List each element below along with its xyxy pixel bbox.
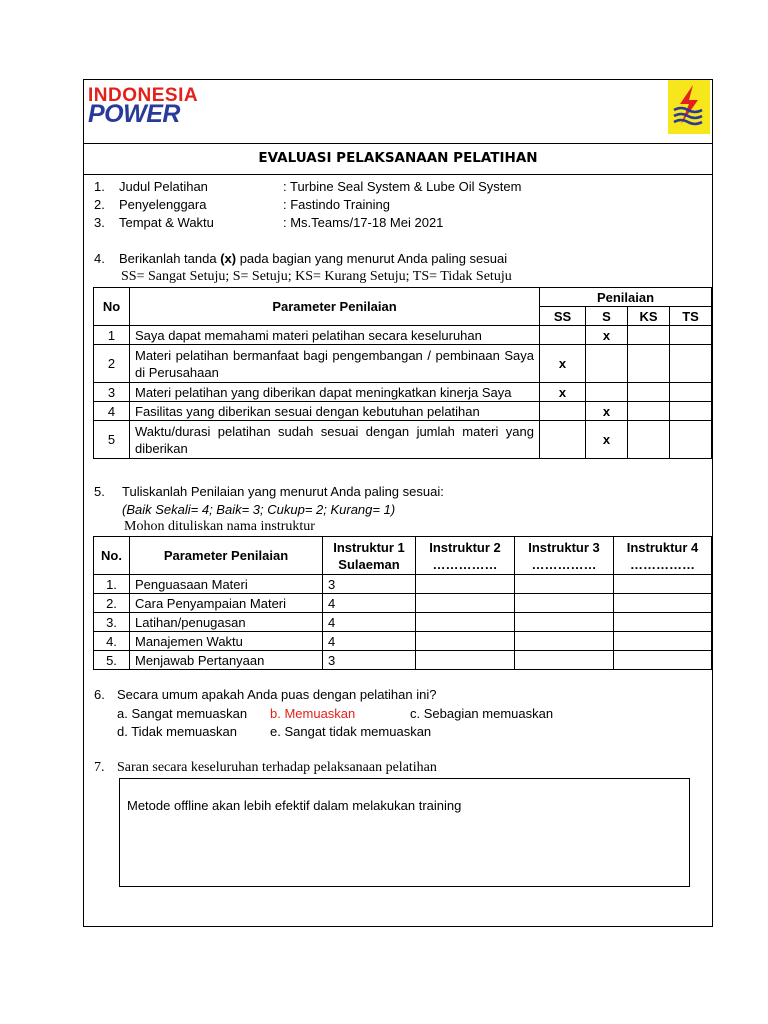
cell-instructor-1[interactable]: 3 [323,651,416,670]
row-no: 2. [94,594,130,613]
table-row [94,345,712,383]
cell-ks[interactable] [628,402,670,421]
row-no: 4. [94,632,130,651]
q5-text: Tuliskanlah Penilaian yang menurut Anda paling sesuai: [122,484,444,499]
cell-ks[interactable] [628,383,670,402]
cell-instructor-1[interactable]: 4 [323,594,416,613]
q7-text: Saran secara keseluruhan terhadap pelaksanaan pelatihan [117,760,437,775]
col-header-param: Parameter Penilaian [130,288,540,326]
row-text: Fasilitas yang diberikan sesuai dengan kebutuhan pelatihan [130,402,540,421]
cell-instructor-3[interactable] [515,632,614,651]
info-num-2: 2. [94,197,105,212]
cell-instructor-4[interactable] [614,613,712,632]
instructor-3-label: Instruktur 3 [528,539,600,555]
q6-number: 6. [94,687,105,702]
info-label-3: Tempat & Waktu [119,215,214,230]
cell-instructor-3[interactable] [515,613,614,632]
col-header-penilaian: Penilaian [540,288,712,307]
cell-ss[interactable] [540,421,586,459]
cell-instructor-3[interactable] [515,594,614,613]
logo-line-2: POWER [88,100,180,128]
table-row [94,613,712,632]
logo-line-1: INDONESIA [88,85,199,106]
suggestion-text: Metode offline akan lebih efektif dalam melakukan training [127,798,462,813]
row-text: Materi pelatihan bermanfaat bagi pengembangan / pembinaan Saya di Perusahaan [130,345,540,383]
info-value-2: : Fastindo Training [283,197,390,212]
row-no: 5 [94,421,130,459]
row-text: Saya dapat memahami materi pelatihan secara keseluruhan [130,326,540,345]
row-param: Cara Penyampaian Materi [130,594,323,613]
row-param: Menjawab Pertanyaan [130,651,323,670]
col-header-instructor-1 [323,537,416,575]
cell-ks[interactable] [628,326,670,345]
cell-ks[interactable] [628,345,670,383]
cell-ts[interactable] [670,402,712,421]
pln-lightning-logo-icon [668,80,710,134]
info-num-1: 1. [94,179,105,194]
cell-ss[interactable]: x [540,345,586,383]
q4-legend: SS= Sangat Setuju; S= Setuju; KS= Kurang Setuju; TS= Tidak Setuju [121,269,512,284]
col-header-s: S [586,307,628,326]
col-header-ss: SS [540,307,586,326]
col-header-no: No. [94,537,130,575]
cell-s[interactable]: x [586,402,628,421]
table-row [94,575,712,594]
row-no: 3 [94,383,130,402]
col-header-instructor-3 [515,537,614,575]
instructor-4-name: …………… [630,556,695,572]
form-title: EVALUASI PELAKSANAAN PELATIHAN [84,143,712,175]
instructor-3-name: …………… [531,556,597,572]
table-row [94,402,712,421]
cell-ss[interactable]: x [540,383,586,402]
cell-s[interactable] [586,345,628,383]
row-no: 5. [94,651,130,670]
cell-instructor-4[interactable] [614,575,712,594]
row-no: 4 [94,402,130,421]
col-header-instructor-2 [416,537,515,575]
cell-instructor-4[interactable] [614,594,712,613]
rating-table [93,287,712,459]
cell-instructor-2[interactable] [416,613,515,632]
instructor-table [93,536,712,670]
col-header-ts: TS [670,307,712,326]
indonesia-power-logo [88,86,198,127]
q5-scale: (Baik Sekali= 4; Baik= 3; Cukup= 2; Kurang= 1) [122,502,396,517]
row-no: 2 [94,345,130,383]
info-label-2: Penyelenggara [119,197,207,212]
q4-mark: (x) [220,251,237,266]
row-param: Penguasaan Materi [130,575,323,594]
table-row [94,651,712,670]
instructor-2-name: …………… [432,556,498,572]
row-text: Materi pelatihan yang diberikan dapat meningkatkan kinerja Saya [130,383,540,402]
q6-option-c[interactable]: c. Sebagian memuaskan [410,706,554,721]
info-num-3: 3. [94,215,105,230]
cell-instructor-1[interactable]: 4 [323,613,416,632]
cell-ts[interactable] [670,383,712,402]
row-param: Manajemen Waktu [130,632,323,651]
q6-option-d[interactable]: d. Tidak memuaskan [117,724,237,739]
q6-option-a[interactable]: a. Sangat memuaskan [117,706,248,721]
q6-option-b-selected[interactable]: b. Memuaskan [270,706,356,721]
table-row [94,421,712,459]
row-no: 1 [94,326,130,345]
cell-ss[interactable] [540,326,586,345]
cell-instructor-3[interactable] [515,575,614,594]
suggestion-box[interactable] [119,778,690,887]
cell-s[interactable]: x [586,421,628,459]
info-value-3: : Ms.Teams/17-18 Mei 2021 [283,215,444,230]
cell-ss[interactable] [540,402,586,421]
instructor-1-label: Instruktur 1 [333,539,405,555]
cell-instructor-2[interactable] [416,632,515,651]
form-header [84,80,712,144]
q7-number: 7. [94,760,105,775]
cell-s[interactable]: x [586,326,628,345]
cell-s[interactable] [586,383,628,402]
table-row [94,632,712,651]
cell-instructor-4[interactable] [614,651,712,670]
col-header-instructor-4 [614,537,712,575]
cell-instructor-3[interactable] [515,651,614,670]
cell-instructor-4[interactable] [614,632,712,651]
cell-ts[interactable] [670,421,712,459]
instructor-1-name: Sulaeman [338,556,400,572]
row-no: 1. [94,575,130,594]
q6-text: Secara umum apakah Anda puas dengan pelatihan ini? [117,687,437,702]
table-row [94,326,712,345]
q4-text-before: Berikanlah tanda [119,251,221,266]
cell-instructor-2[interactable] [416,594,515,613]
cell-instructor-1[interactable]: 4 [323,632,416,651]
q4-number: 4. [94,251,105,266]
col-header-no: No [94,288,130,326]
cell-ts[interactable] [670,326,712,345]
info-value-1: : Turbine Seal System & Lube Oil System [283,179,522,194]
cell-ks[interactable] [628,421,670,459]
q4-text [119,251,507,266]
instructor-4-label: Instruktur 4 [626,539,699,555]
cell-instructor-1[interactable]: 3 [323,575,416,594]
info-label-1: Judul Pelatihan [119,179,208,194]
cell-instructor-2[interactable] [416,651,515,670]
table-row [94,594,712,613]
table-row [94,383,712,402]
q6-option-e[interactable]: e. Sangat tidak memuaskan [270,724,432,739]
row-param: Latihan/penugasan [130,613,323,632]
q5-number: 5. [94,484,105,499]
instructor-2-label: Instruktur 2 [429,539,501,555]
cell-ts[interactable] [670,345,712,383]
row-no: 3. [94,613,130,632]
row-text: Waktu/durasi pelatihan sudah sesuai dengan jumlah materi yang diberikan [130,421,540,459]
col-header-ks: KS [628,307,670,326]
evaluation-form [83,79,713,927]
col-header-param: Parameter Penilaian [130,537,323,575]
q4-text-after: pada bagian yang menurut Anda paling sesuai [236,251,508,266]
cell-instructor-2[interactable] [416,575,515,594]
q5-note: Mohon dituliskan nama instruktur [124,519,315,534]
